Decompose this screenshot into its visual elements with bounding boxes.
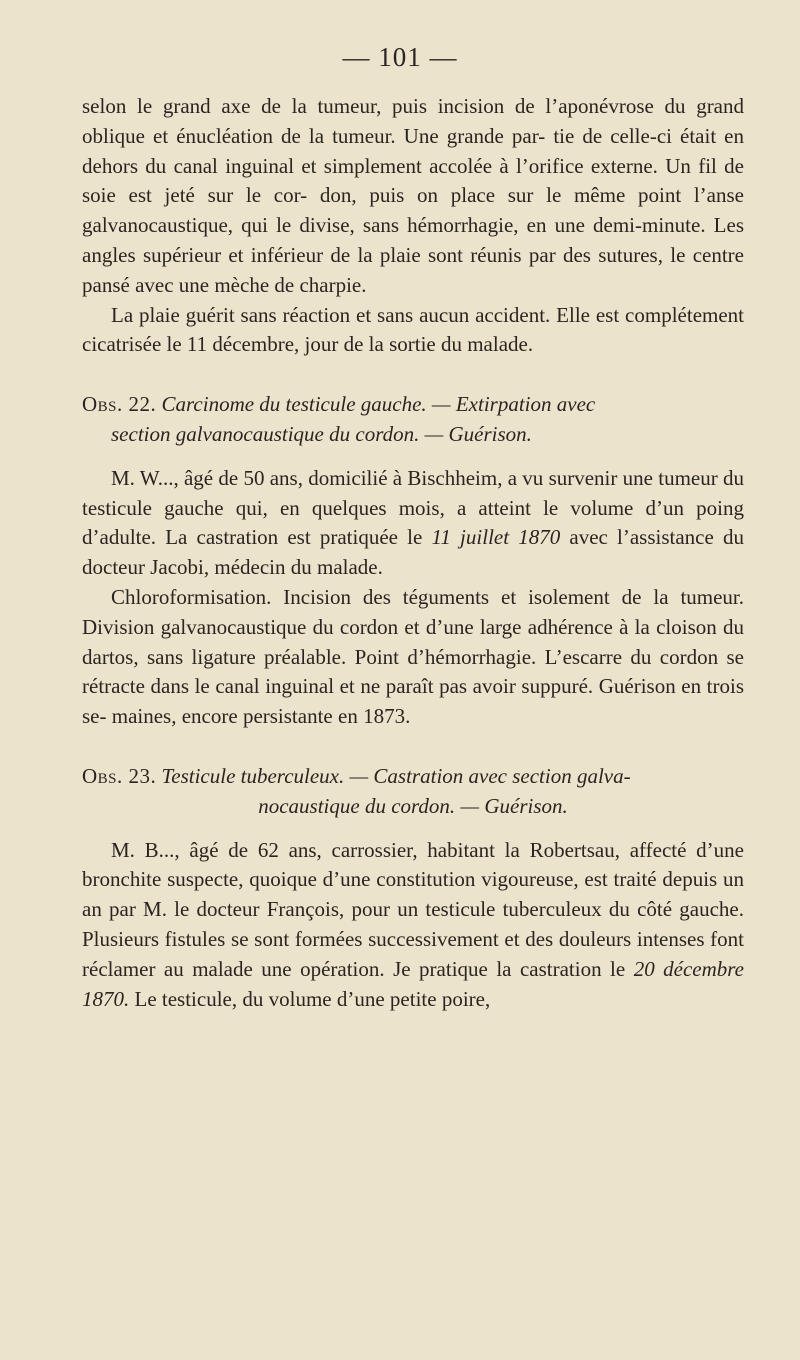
observation-title: Carcinome du testicule gauche. — Extirpation avec <box>161 392 596 417</box>
text-line: don, puis on place sur le même point l’anse galvanocaustique, <box>82 183 744 238</box>
text-line: maines, encore persistante en 1873. <box>111 704 411 729</box>
text-line: vigoureuse, est traité depuis un an par M. le docteur François, <box>82 867 745 922</box>
text-line: malade. <box>467 332 534 357</box>
paragraph <box>82 92 744 301</box>
page-body <box>82 92 744 1014</box>
observation-heading <box>82 390 744 450</box>
text-line: adhérence à la cloison du dartos, sans ligature préalable. Point <box>82 614 744 669</box>
text-line: accolée à l’orifice externe. Un fil de soie est jeté sur le cor- <box>82 153 745 208</box>
text-line: pour un testicule tuberculeux du côté gauche. Plusieurs fistules <box>82 897 745 951</box>
text-line: supérieur et inférieur de la plaie sont réunis par des sutures, <box>142 242 663 267</box>
text-line: le centre pansé avec une mèche de charpie. <box>82 242 744 297</box>
paragraph <box>82 301 744 361</box>
text-line: inguinal et ne paraît pas avoir suppuré. Guérison en trois se- <box>82 674 745 729</box>
text-line: se sont formées successivement et des douleurs intenses font <box>231 926 745 951</box>
observation-title: Testicule tuberculeux. — Castration avec section galva- <box>161 763 631 788</box>
text-line: avec l’assistance du docteur Jacobi, médecin du <box>82 525 744 580</box>
paragraph <box>82 836 744 1015</box>
text-line: tie de celle-ci était en dehors du canal inguinal et simplement <box>82 123 745 178</box>
text-line: M. W..., âgé de 50 ans, domicilié à Bischheim, a vu survenir <box>111 465 618 490</box>
text-line: selon le grand axe de la tumeur, puis incision de l’aponévrose <box>82 94 654 118</box>
observation-heading <box>82 762 744 822</box>
date: 20 décembre 1870. <box>82 956 744 1011</box>
text-line: M. B..., âgé de 62 ans, carrossier, habitant la Robertsau, <box>111 837 620 862</box>
date: 11 juillet 1870 <box>431 525 561 550</box>
text-line: d’hémorrhagie. L’escarre du cordon se rétracte dans le canal <box>82 644 745 699</box>
text-line: malade. <box>317 555 383 580</box>
observation-title-continued: section galvanocaustique du cordon. — Guérison. <box>111 421 532 446</box>
text-line: qui le divise, sans hémorrhagie, en une demi-minute. Les angles <box>82 213 744 267</box>
text-line: Chloroformisation. Incision des téguments et isolement de la <box>111 584 669 609</box>
text-line: réclamer au malade une opération. Je pratique la castration le <box>82 956 626 981</box>
text-line: La plaie guérit sans réaction et sans aucun accident. Elle est <box>111 302 620 327</box>
text-line: tumeur. Division galvanocaustique du cordon et d’une large <box>82 584 745 639</box>
text-line: du grand oblique et énucléation de la tumeur. Une grande par- <box>82 94 745 148</box>
paragraph <box>82 464 744 583</box>
observation-title-continued: nocaustique du cordon. — Guérison. <box>258 793 568 818</box>
observation-label: Obs. 23. <box>82 763 157 788</box>
paragraph <box>82 583 744 732</box>
text-line: le volume d’un poing d’adulte. La castration est pratiquée le <box>82 495 744 550</box>
text-line: Le testicule, du volume d’une petite poire, <box>129 986 491 1011</box>
observation-label: Obs. 22. <box>82 392 157 417</box>
text-line: complétement cicatrisée le 11 décembre, jour de la sortie du <box>82 302 745 357</box>
text-line: affecté d’une bronchite suspecte, quoique d’une constitution <box>82 837 744 892</box>
page-number: — 101 — <box>342 42 458 72</box>
text-line: une tumeur du testicule gauche qui, en quelques mois, a atteint <box>82 465 744 520</box>
